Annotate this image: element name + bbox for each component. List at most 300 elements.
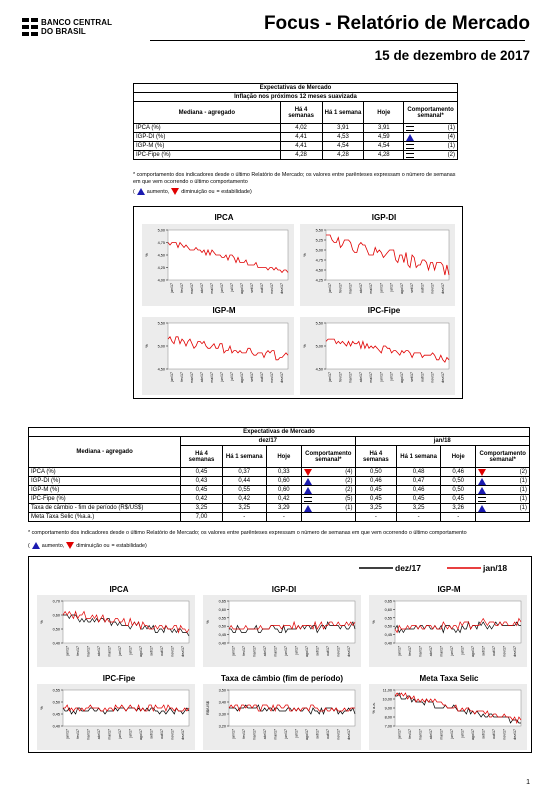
x-tick-label: jan/17: [231, 646, 236, 656]
x-tick-label: jun/17: [283, 729, 288, 739]
cell-jan18: 0,45: [355, 495, 397, 504]
table1-legend: ( aumento, diminuição ou = estabilidade): [133, 188, 252, 195]
row-label: IGP-M (%): [134, 142, 281, 151]
chart-ipca-m-title: IPCA: [109, 585, 129, 594]
x-tick-label: ago/17: [138, 729, 143, 740]
chart-ipcfipe-12m: [300, 317, 455, 395]
y-tick-label: 0,55: [52, 688, 60, 693]
trend-weeks: (1): [519, 478, 527, 484]
bcb-logo-text: [41, 18, 112, 36]
t2-col-4w-b: Há 4 semanas: [355, 446, 397, 468]
y-tick-label: 4,25: [315, 278, 323, 283]
x-tick-label: abr/17: [96, 729, 101, 740]
logo-line-1: BANCO CENTRAL: [41, 18, 113, 27]
cell-trend-jan18: [476, 504, 530, 513]
x-tick-label: jan/17: [170, 283, 174, 293]
x-tick-label: dez/17: [180, 646, 185, 657]
x-tick-label: abr/17: [428, 646, 433, 657]
x-tick-label: jul/17: [460, 729, 465, 738]
cell-jan18: 3,25: [397, 504, 441, 513]
cell-trend: [404, 124, 458, 133]
x-tick-label: set/17: [481, 729, 486, 739]
x-tick-label: abr/17: [358, 283, 363, 294]
y-axis-label: R$/US$: [205, 700, 210, 716]
trend-weeks: (5): [345, 496, 353, 502]
chart-selic-monthly: [369, 684, 527, 750]
up-triangle-icon: [137, 188, 145, 195]
legend-down-label: diminuição ou: [76, 542, 110, 549]
trend-weeks: (1): [519, 487, 527, 493]
x-tick-label: mar/17: [86, 646, 91, 658]
trend-weeks: (1): [519, 505, 527, 511]
y-axis-label: %: [302, 253, 307, 257]
y-tick-label: 5,00: [157, 228, 165, 233]
x-tick-label: jul/17: [294, 646, 299, 655]
cell-1w: 3,91: [322, 124, 364, 133]
down-triangle-icon: [66, 542, 74, 549]
x-tick-label: mai/17: [439, 646, 444, 657]
x-tick-label: mar/17: [348, 372, 353, 384]
table1-title1: Expectativas de Mercado: [134, 84, 458, 93]
y-tick-label: 5,00: [315, 344, 323, 349]
legend-up-label: aumento,: [146, 188, 170, 195]
x-tick-label: mai/17: [107, 729, 112, 740]
x-tick-label: set/17: [481, 646, 486, 656]
x-tick-label: mar/17: [86, 729, 91, 741]
report-date: 15 de dezembro de 2017: [374, 48, 530, 63]
cell-trend-jan18: [476, 513, 530, 522]
table2-body: [29, 468, 530, 522]
y-tick-label: 0,40: [52, 724, 60, 729]
table-row: [29, 513, 530, 522]
cell-4w: 4,41: [280, 133, 322, 142]
y-tick-label: 0,65: [218, 599, 226, 604]
y-axis-label: %: [144, 253, 149, 257]
y-tick-label: 0,50: [52, 700, 60, 705]
cell-jan18: -: [355, 513, 397, 522]
cell-jan18: -: [440, 513, 475, 522]
table-row: [134, 124, 458, 133]
y-tick-label: 11,00: [382, 688, 392, 693]
x-tick-label: ago/17: [138, 646, 143, 657]
bcb-logo-icon: [22, 18, 38, 36]
cell-jan18: 0,48: [397, 468, 441, 477]
table1-body: [134, 124, 458, 160]
row-label: Taxa de câmbio - fim de período (R$/US$): [29, 504, 181, 513]
x-tick-label: fev/17: [407, 729, 412, 739]
legend-jan18: jan/18: [483, 563, 508, 573]
trend-weeks: (1): [519, 496, 527, 502]
x-tick-label: out/17: [491, 729, 496, 739]
report-title: Focus - Relatório de Mercado: [263, 13, 530, 34]
t2-col-today-b: Hoje: [440, 446, 475, 468]
y-tick-label: 0,60: [52, 613, 60, 618]
x-tick-label: out/17: [325, 729, 330, 739]
cell-dez17: 7,00: [181, 513, 223, 522]
chart-ipca-monthly: [37, 595, 195, 667]
x-tick-label: jan/17: [231, 729, 236, 739]
x-tick-label: mai/17: [210, 372, 214, 383]
cell-dez17: 0,42: [222, 495, 266, 504]
row-label: IPC-Fipe (%): [29, 495, 181, 504]
x-tick-label: dez/17: [180, 729, 185, 740]
chart-selic-m-title: Meta Taxa Selic: [419, 674, 479, 683]
chart-ipca-12m-title: IPCA: [214, 213, 234, 222]
equal-icon: [406, 153, 414, 158]
y-tick-label: 0,70: [52, 599, 60, 604]
y-tick-label: 3,40: [218, 700, 226, 705]
cell-1w: 4,53: [322, 133, 364, 142]
x-tick-label: fev/17: [241, 729, 246, 739]
cell-1w: 4,28: [322, 151, 364, 160]
cell-jan18: 0,45: [397, 495, 441, 504]
chart-ipca-12m: [142, 224, 294, 306]
legend-down-label: diminuição ou: [181, 188, 215, 195]
y-tick-label: 0,45: [52, 712, 60, 717]
x-tick-label: jun/17: [449, 646, 454, 656]
y-tick-label: 4,50: [157, 253, 165, 258]
x-tick-label: nov/17: [502, 646, 507, 657]
x-tick-label: jul/17: [230, 372, 234, 381]
x-tick-label: jan/17: [328, 372, 333, 382]
x-tick-label: dez/17: [440, 372, 445, 383]
x-tick-label: out/17: [260, 372, 264, 382]
x-tick-label: mar/17: [252, 646, 257, 658]
cell-jan18: 3,25: [355, 504, 397, 513]
table-row: [134, 142, 458, 151]
y-axis-label: %: [144, 344, 149, 348]
chart-igpdi-12m-title: IGP-DI: [371, 213, 397, 222]
table1-col-trend: Comportamento semanal*: [404, 102, 458, 124]
x-tick-label: nov/17: [270, 283, 274, 294]
x-tick-label: ago/17: [240, 283, 244, 294]
cell-jan18: 0,50: [355, 468, 397, 477]
monthly-charts: [28, 556, 532, 753]
x-tick-label: jun/17: [449, 729, 454, 739]
x-tick-label: mar/17: [252, 729, 257, 741]
series-legend-b: [447, 563, 507, 573]
trend-weeks: (2): [519, 469, 527, 475]
legend-eq-label: = estabilidade): [216, 188, 252, 195]
x-tick-label: jul/17: [294, 729, 299, 738]
y-axis-label: % a.a.: [371, 702, 376, 714]
cell-jan18: 3,26: [440, 504, 475, 513]
y-tick-label: 4,00: [157, 278, 165, 283]
cell-dez17: 0,45: [181, 486, 223, 495]
x-tick-label: out/17: [159, 646, 164, 656]
trend-weeks: (1): [447, 143, 455, 149]
cell-dez17: -: [266, 513, 301, 522]
table-row: [134, 151, 458, 160]
y-tick-label: 3,30: [218, 712, 226, 717]
cell-trend-dez17: [302, 513, 356, 522]
x-tick-label: mar/17: [418, 646, 423, 658]
y-tick-label: 5,50: [157, 321, 165, 326]
x-tick-label: out/17: [491, 646, 496, 656]
bcb-logo: [22, 16, 122, 40]
cell-jan18: 0,47: [397, 477, 441, 486]
x-tick-label: nov/17: [502, 729, 507, 740]
x-tick-label: dez/17: [346, 646, 351, 657]
x-tick-label: set/17: [250, 372, 254, 382]
x-tick-label: mai/17: [107, 646, 112, 657]
x-tick-label: fev/17: [180, 372, 184, 382]
x-tick-label: dez/17: [440, 283, 445, 294]
y-tick-label: 10,00: [382, 697, 392, 702]
header-divider: [150, 40, 525, 41]
y-axis-label: %: [39, 620, 44, 624]
y-tick-label: 8,00: [384, 715, 392, 720]
y-axis-label: %: [205, 620, 210, 624]
x-tick-label: fev/17: [75, 646, 80, 656]
cell-today: 4,59: [364, 133, 404, 142]
cell-dez17: 0,60: [266, 486, 301, 495]
cell-trend-jan18: [476, 477, 530, 486]
x-tick-label: jan/17: [328, 283, 333, 293]
y-tick-label: 0,40: [218, 641, 226, 646]
x-tick-label: ago/17: [240, 372, 244, 383]
cell-dez17: 3,25: [181, 504, 223, 513]
cell-trend: [404, 142, 458, 151]
chart-igpdi-m-title: IGP-DI: [271, 585, 297, 594]
x-tick-label: nov/17: [430, 372, 435, 383]
cell-jan18: 0,46: [440, 468, 475, 477]
equal-icon: [478, 497, 486, 502]
cell-trend-jan18: [476, 468, 530, 477]
y-tick-label: 0,45: [218, 633, 226, 638]
up-triangle-icon: [478, 505, 486, 512]
equal-icon: [406, 126, 414, 131]
cell-trend-dez17: [302, 504, 356, 513]
cell-dez17: 0,33: [266, 468, 301, 477]
y-tick-label: 4,50: [315, 268, 323, 273]
x-tick-label: fev/17: [338, 283, 343, 293]
x-tick-label: out/17: [325, 646, 330, 656]
chart-ipcfipe-monthly: [37, 684, 195, 750]
cell-4w: 4,41: [280, 142, 322, 151]
t2-col-trend-a: Comportamento semanal*: [302, 446, 356, 468]
x-tick-label: set/17: [315, 646, 320, 656]
x-tick-label: jul/17: [389, 283, 394, 292]
chart-igpm-monthly: [369, 595, 527, 667]
y-tick-label: 0,50: [218, 624, 226, 629]
x-tick-label: abr/17: [262, 729, 267, 740]
x-tick-label: dez/17: [512, 729, 517, 740]
x-tick-label: mai/17: [273, 729, 278, 740]
inflation-12m-charts: [133, 206, 463, 399]
x-tick-label: jan/17: [65, 729, 70, 739]
cell-dez17: 0,42: [266, 495, 301, 504]
table-row: [29, 486, 530, 495]
trend-weeks: (4): [345, 469, 353, 475]
legend-dez17: dez/17: [395, 563, 421, 573]
cell-jan18: 0,45: [355, 486, 397, 495]
table2-title: Expectativas de Mercado: [29, 428, 530, 437]
x-tick-label: dez/17: [346, 729, 351, 740]
y-tick-label: 5,00: [157, 344, 165, 349]
up-triangle-icon: [406, 134, 414, 141]
x-tick-label: mar/17: [348, 283, 353, 295]
chart-ipcfipe-12m-title: IPC-Fipe: [367, 306, 401, 315]
x-tick-label: jun/17: [379, 283, 384, 293]
cell-jan18: 0,46: [397, 486, 441, 495]
cell-trend: [404, 151, 458, 160]
x-tick-label: out/17: [159, 729, 164, 739]
y-tick-label: 0,50: [52, 627, 60, 632]
x-tick-label: mar/17: [190, 372, 194, 384]
table2-period1: dez/17: [181, 437, 355, 446]
x-tick-label: mai/17: [369, 372, 374, 383]
up-triangle-icon: [32, 542, 40, 549]
table1-col-today: Hoje: [364, 102, 404, 124]
x-tick-label: nov/17: [336, 729, 341, 740]
cell-dez17: 3,25: [222, 504, 266, 513]
cell-4w: 4,02: [280, 124, 322, 133]
y-tick-label: 0,40: [384, 641, 392, 646]
cell-dez17: -: [222, 513, 266, 522]
table1-col-label: Mediana - agregado: [134, 102, 281, 124]
t2-col-4w-a: Há 4 semanas: [181, 446, 223, 468]
chart-igpm-12m: [142, 317, 294, 395]
table-row: [29, 477, 530, 486]
x-tick-label: jul/17: [230, 283, 234, 292]
table-row: [29, 495, 530, 504]
table-row: [134, 133, 458, 142]
x-tick-label: jun/17: [283, 646, 288, 656]
cell-dez17: 0,43: [181, 477, 223, 486]
table1-title2: Inflação nos próximos 12 meses suavizada: [134, 93, 458, 102]
x-tick-label: set/17: [149, 729, 154, 739]
series-legend-a: [359, 563, 421, 573]
y-tick-label: 3,50: [218, 688, 226, 693]
monthly-expectations-table: [28, 427, 530, 522]
y-tick-label: 5,25: [315, 238, 323, 243]
row-label: IGP-M (%): [29, 486, 181, 495]
cell-trend-dez17: [302, 486, 356, 495]
table-row: [29, 468, 530, 477]
table1-col-4w: Há 4 semanas: [280, 102, 322, 124]
down-triangle-icon: [304, 469, 312, 476]
table-row: [29, 504, 530, 513]
up-triangle-icon: [304, 487, 312, 494]
chart-ipcfipe-m-title: IPC-Fipe: [102, 674, 136, 683]
chart-igpdi-12m: [300, 224, 455, 306]
page-number: 1: [526, 779, 530, 786]
x-tick-label: set/17: [410, 372, 415, 382]
x-tick-label: jun/17: [220, 372, 224, 382]
trend-weeks: (2): [345, 487, 353, 493]
cell-1w: 4,54: [322, 142, 364, 151]
y-tick-label: 0,65: [384, 599, 392, 604]
x-tick-label: fev/17: [180, 283, 184, 293]
equal-icon: [406, 144, 414, 149]
x-tick-label: dez/17: [280, 283, 284, 294]
y-tick-label: 0,55: [384, 616, 392, 621]
cell-today: 4,54: [364, 142, 404, 151]
y-tick-label: 0,55: [218, 616, 226, 621]
y-axis-label: %: [371, 620, 376, 624]
y-tick-label: 4,50: [157, 367, 165, 372]
x-tick-label: abr/17: [428, 729, 433, 740]
x-tick-label: fev/17: [241, 646, 246, 656]
x-tick-label: nov/17: [336, 646, 341, 657]
x-tick-label: jun/17: [220, 283, 224, 293]
x-tick-label: out/17: [260, 283, 264, 293]
trend-weeks: (1): [447, 125, 455, 131]
cell-dez17: 0,37: [222, 468, 266, 477]
cell-jan18: 0,46: [355, 477, 397, 486]
table2-legend: ( aumento, diminuição ou = estabilidade): [28, 542, 147, 549]
t2-col-today-a: Hoje: [266, 446, 301, 468]
x-tick-label: out/17: [420, 372, 425, 382]
trend-weeks: (1): [345, 505, 353, 511]
y-tick-label: 0,60: [384, 607, 392, 612]
x-tick-label: abr/17: [200, 283, 204, 294]
cell-today: 3,91: [364, 124, 404, 133]
legend-up-label: aumento,: [41, 542, 65, 549]
cell-jan18: -: [397, 513, 441, 522]
x-tick-label: nov/17: [170, 646, 175, 657]
cell-trend-jan18: [476, 486, 530, 495]
down-triangle-icon: [478, 469, 486, 476]
x-tick-label: dez/17: [512, 646, 517, 657]
row-label: IPC-Fipe (%): [134, 151, 281, 160]
x-tick-label: nov/17: [170, 729, 175, 740]
x-tick-label: jan/17: [65, 646, 70, 656]
t2-col-1w-a: Há 1 semana: [222, 446, 266, 468]
t2-col-1w-b: Há 1 semana: [397, 446, 441, 468]
chart-cambio-m-title: Taxa de câmbio (fim de período): [220, 674, 344, 683]
chart-igpm-12m-title: IGP-M: [212, 306, 236, 315]
y-tick-label: 5,00: [315, 248, 323, 253]
chart-cambio-monthly: [203, 684, 361, 750]
x-tick-label: mai/17: [273, 646, 278, 657]
x-tick-label: ago/17: [304, 729, 309, 740]
x-tick-label: abr/17: [96, 646, 101, 657]
x-tick-label: ago/17: [470, 646, 475, 657]
x-tick-label: abr/17: [262, 646, 267, 657]
cell-today: 4,28: [364, 151, 404, 160]
cell-dez17: 0,44: [222, 477, 266, 486]
x-tick-label: mai/17: [210, 283, 214, 294]
table2-note: * comportamento dos indicadores desde o último Relatório de Mercado; os valores entre parênteses expressam o número de semanas em que vem ocorrendo o último comportamento: [28, 530, 467, 536]
x-tick-label: jan/17: [170, 372, 174, 382]
x-tick-label: ago/17: [470, 729, 475, 740]
trend-weeks: (2): [447, 152, 455, 158]
row-label: Meta Taxa Selic (%a.a.): [29, 513, 181, 522]
y-tick-label: 4,75: [157, 241, 165, 245]
x-tick-label: jun/17: [379, 372, 384, 382]
x-tick-label: jan/17: [397, 729, 402, 739]
x-tick-label: set/17: [410, 283, 415, 293]
y-axis-label: %: [302, 344, 307, 348]
x-tick-label: nov/17: [270, 372, 274, 383]
y-tick-label: 9,00: [384, 706, 392, 711]
y-tick-label: 0,60: [218, 607, 226, 612]
x-tick-label: set/17: [250, 283, 254, 293]
cell-trend-jan18: [476, 495, 530, 504]
x-tick-label: ago/17: [304, 646, 309, 657]
x-tick-label: dez/17: [280, 372, 284, 383]
cell-jan18: 0,50: [440, 486, 475, 495]
cell-dez17: 0,55: [222, 486, 266, 495]
x-tick-label: abr/17: [200, 372, 204, 383]
table1-col-1w: Há 1 semana: [322, 102, 364, 124]
x-tick-label: fev/17: [75, 729, 80, 739]
x-tick-label: jun/17: [117, 646, 122, 656]
up-triangle-icon: [304, 478, 312, 485]
cell-dez17: 0,45: [181, 468, 223, 477]
